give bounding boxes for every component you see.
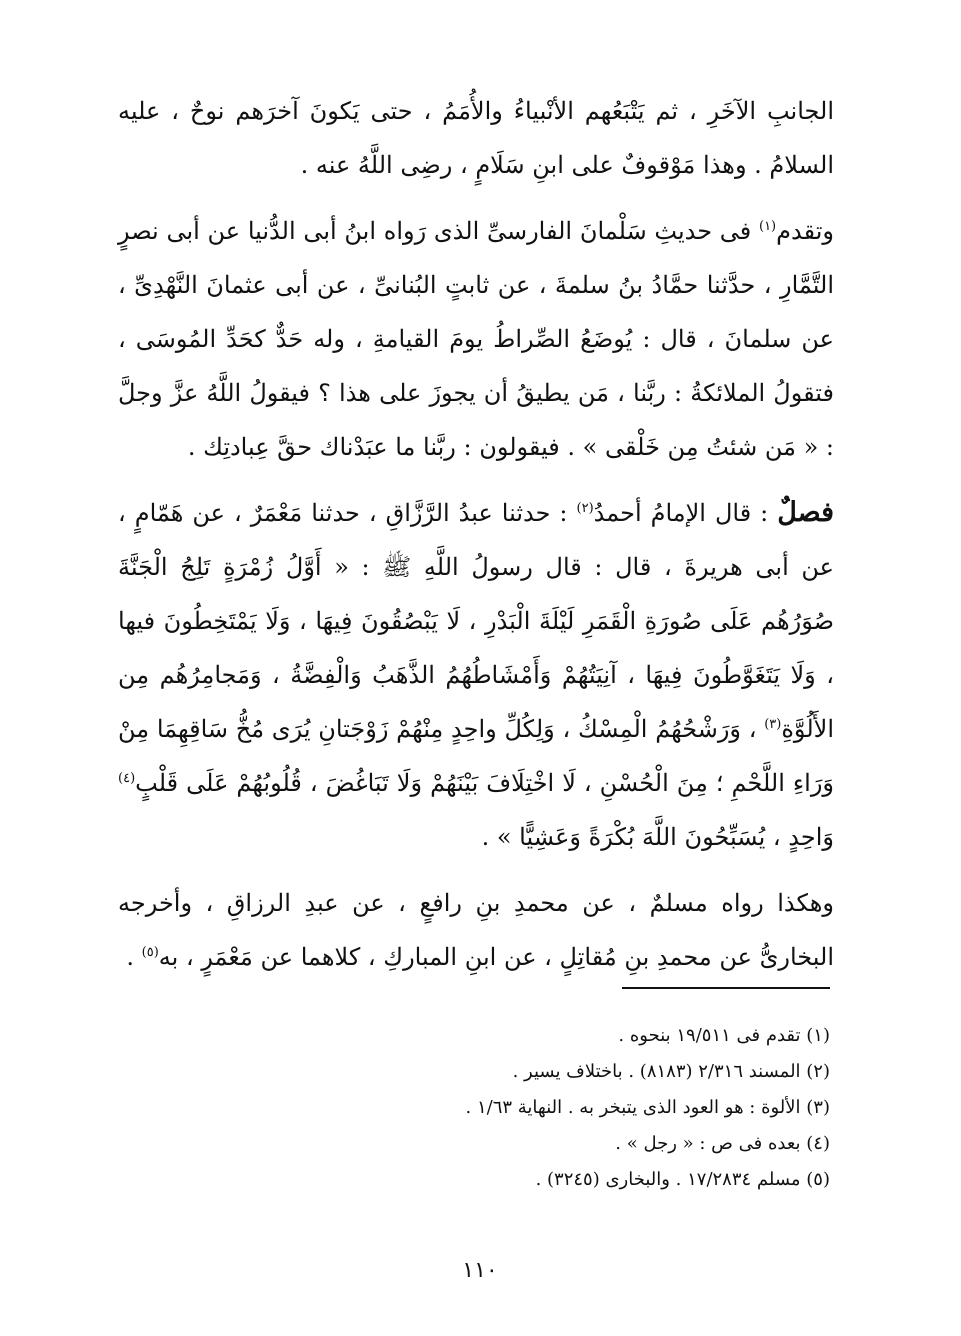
paragraph-3-text-3: وَاحِدٍ ، يُسَبِّحُونَ اللَّهَ بُكْرَةً وَعَشِيًّا » . [481, 823, 834, 851]
footnote-marker-2[interactable]: (٢) [576, 501, 594, 516]
paragraph-2-text: فى حديثِ سَلْمانَ الفارسىِّ الذى رَواه ابنُ أبى الدُّنيا عن أبى نصرٍ التَّمَّارِ ، حدَّثنا حمَّادُ بنُ سلمةَ ، عن ثابتٍ البُنانىِّ ، عن أبى عثمانَ النَّهْدِىِّ ، عن سلمانَ ، قال : يُوضَعُ الصِّراطُ يومَ القيامةِ ، وله حَدٌّ كحَدِّ المُوسَى ، فتقولُ الملائكةُ : ربَّنا ، مَن يطيقُ أن يجوزَ على هذا ؟ فيقولُ اللَّهُ عزَّ وجلَّ : « مَن شئتُ مِن خَلْقى » . فيقولون : ربَّنا ما عبَدْناك حقَّ عِبادتِك . [118, 217, 834, 461]
footnote-2: (٢) المسند ٢/٣١٦ (٨١٨٣) . باختلاف يسير . [512, 1061, 830, 1082]
footnote-4: (٤) بعده فى ص : « رجل » . [615, 1133, 830, 1154]
footnote-separator [622, 987, 830, 989]
footnotes [300, 1018, 830, 1198]
paragraph-3-text: : حدثنا عبدُ الرَّزَّاقِ ، حدثنا مَعْمَرٌ ، عن هَمّامٍ ، عن أبى هريرةَ ، قال : قال رسولُ اللَّهِ ﷺ : « أَوَّلُ زُمْرَةٍ تَلِجُ الْجَنَّةَ صُوَرُهُم عَلَى صُورَةِ الْقَمَرِ لَيْلَةَ الْبَدْرِ ، لَا يَبْصُقُونَ فِيهَا ، وَلَا يَمْتَخِطُونَ فيها ، وَلَا يَتَغَوَّطُونَ فِيهَا ، آنِيَتُهُمْ وَأَمْشَاطُهُمُ الذَّهَبُ وَالْفِضَّةُ ، وَمَجامِرُهُم مِن الأَلُوَّةِ [118, 499, 834, 743]
footnote-5: (٥) مسلم ١٧/٢٨٣٤ . والبخارى (٣٢٤٥) . [535, 1169, 830, 1190]
paragraph-3 [118, 486, 834, 864]
footnote-marker-1[interactable]: (١) [758, 219, 777, 234]
paragraph-4-end: . [126, 943, 142, 971]
paragraph-2-lead: وتقدم [776, 217, 834, 245]
footnote-marker-5[interactable]: (٥) [141, 945, 159, 960]
footnote-marker-4[interactable]: (٤) [118, 771, 136, 786]
paragraph-1-text: الجانبِ الآخَرِ ، ثم يَتْبَعُهم الأنْبياءُ والأُمَمُ ، حتى يَكونَ آخرَهم نوحٌ ، عليه السلامُ . وهذا مَوْقوفٌ على ابنِ سَلَامٍ ، رضِى اللَّهُ عنه . [118, 97, 834, 179]
footnote-1: (١) تقدم فى ١٩/٥١١ بنحوه . [618, 1025, 830, 1046]
paragraph-3-text-2: ، وَرَشْحُهُمُ الْمِسْكُ ، وَلِكُلِّ واحِدٍ مِنْهُمْ زَوْجَتانِ يُرَى مُخُّ سَاقِهِمَا مِنْ وَرَاءِ اللَّحْمِ ؛ مِنَ الْحُسْنِ ، لَا اخْتِلَافَ بَيْنَهُمْ وَلَا تَبَاغُضَ ، قُلُوبُهُمْ عَلَى قَلْبٍ [118, 715, 834, 797]
paragraph-4 [118, 876, 834, 984]
footnote-marker-3[interactable]: (٣) [764, 717, 782, 732]
paragraph-2 [118, 204, 834, 474]
paragraph-1 [118, 84, 834, 192]
footnote-3: (٣) الألوة : هو العود الذى يتبخر به . النهاية ١/٦٣ . [465, 1097, 830, 1118]
paragraph-4-text: وهكذا رواه مسلمٌ ، عن محمدِ بنِ رافعٍ ، عن عبدِ الرزاقِ ، وأخرجه البخارىُّ عن محمدِ بنِ مُقاتِلٍ ، عن ابنِ المباركِ ، كلاهما عن مَعْمَرٍ ، به [118, 889, 834, 971]
paragraph-3-lead: : قال الإمامُ أحمدُ [593, 499, 778, 527]
main-text [118, 84, 834, 984]
section-label: فصلٌ [777, 497, 834, 528]
page-number: ١١٠ [462, 1258, 498, 1283]
